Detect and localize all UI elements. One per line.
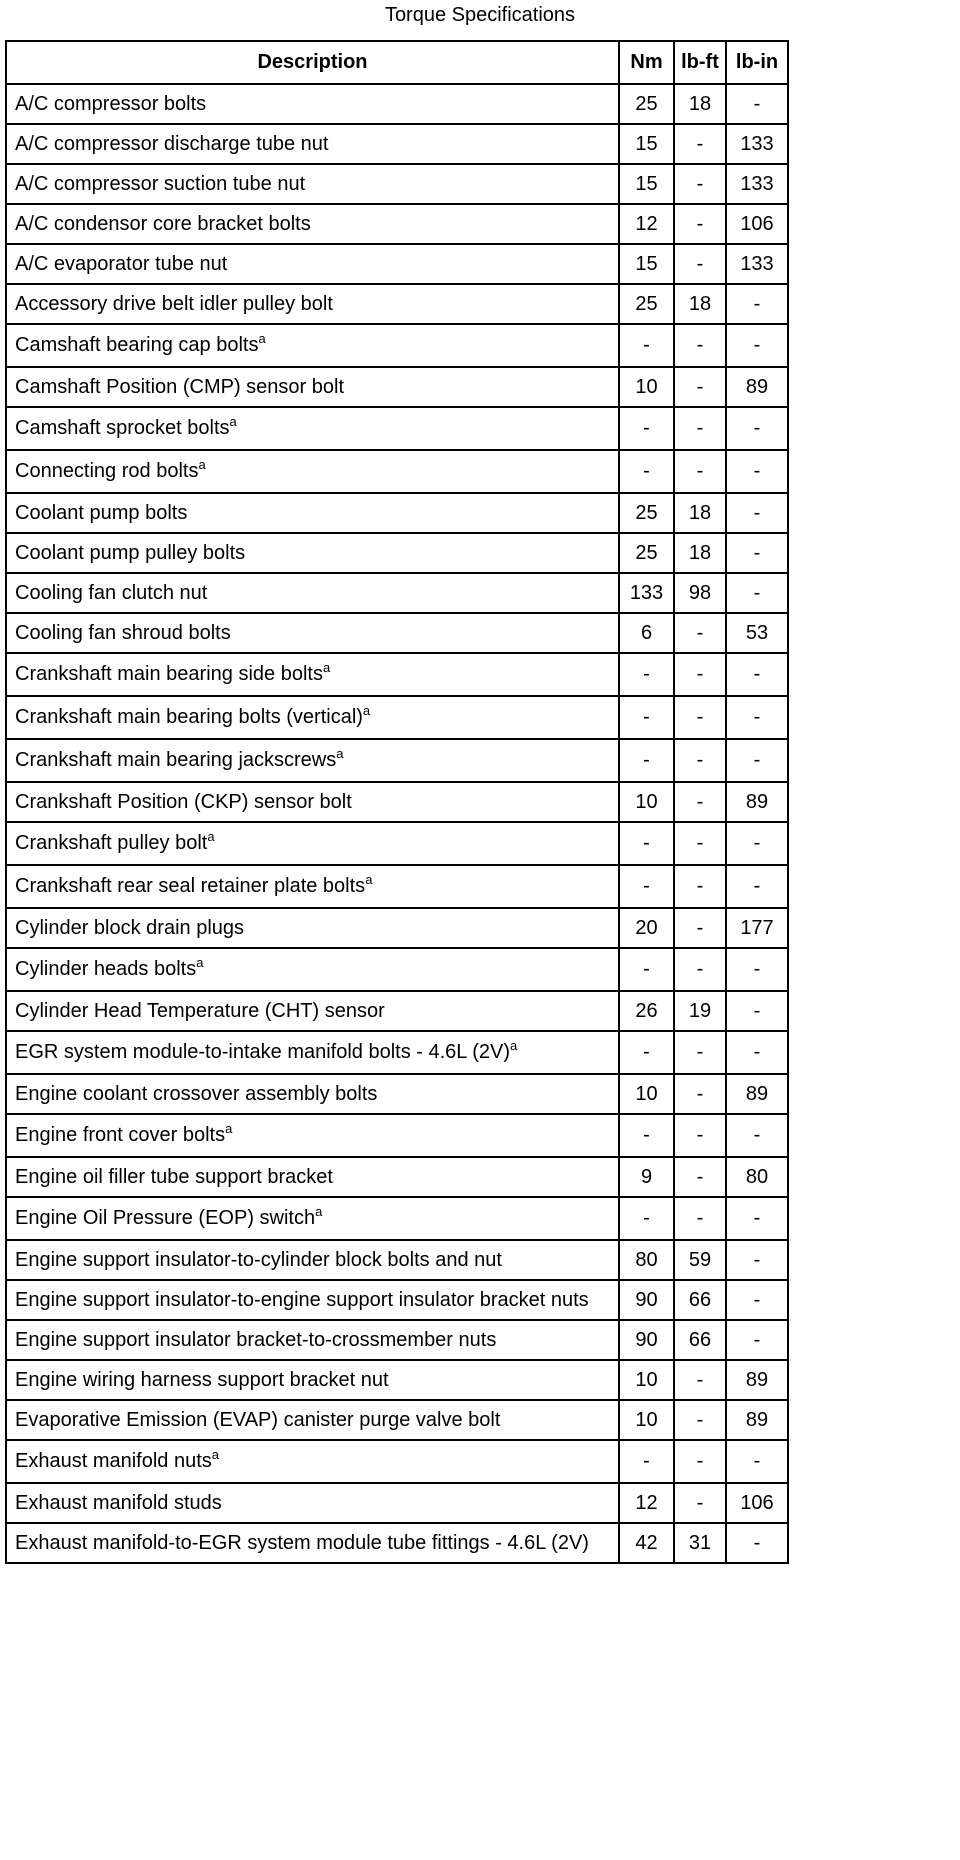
lb-ft-cell: -	[674, 865, 726, 908]
lb-in-cell: -	[726, 1440, 788, 1483]
table-row	[6, 613, 788, 653]
column-header-lb-in: lb-in	[726, 41, 788, 84]
lb-ft-cell: -	[674, 739, 726, 782]
lb-in-cell: -	[726, 653, 788, 696]
nm-cell: 15	[619, 244, 674, 284]
nm-cell: 80	[619, 1240, 674, 1280]
description-cell	[6, 739, 619, 782]
table-row	[6, 533, 788, 573]
table-row	[6, 204, 788, 244]
description-text: A/C compressor bolts	[15, 92, 207, 115]
lb-in-cell: -	[726, 84, 788, 124]
description-cell	[6, 696, 619, 739]
nm-cell: -	[619, 653, 674, 696]
nm-cell: 90	[619, 1280, 674, 1320]
lb-in-cell: 89	[726, 367, 788, 407]
description-text: Coolant pump bolts	[15, 501, 188, 524]
description-cell	[6, 1440, 619, 1483]
lb-in-cell: -	[726, 1197, 788, 1240]
description-text: Evaporative Emission (EVAP) canister purge valve bolt	[15, 1408, 501, 1431]
table-row	[6, 1523, 788, 1563]
nm-cell: -	[619, 450, 674, 493]
nm-cell: 10	[619, 1360, 674, 1400]
nm-cell: 133	[619, 573, 674, 613]
description-text: A/C compressor suction tube nut	[15, 172, 306, 195]
lb-ft-cell: 31	[674, 1523, 726, 1563]
lb-in-cell: -	[726, 493, 788, 533]
description-cell	[6, 1320, 619, 1360]
description-cell	[6, 573, 619, 613]
lb-ft-cell: 98	[674, 573, 726, 613]
lb-in-cell: -	[726, 324, 788, 367]
table-row	[6, 696, 788, 739]
lb-ft-cell: 18	[674, 84, 726, 124]
table-row	[6, 1074, 788, 1114]
footnote-marker: a	[196, 955, 204, 970]
lb-ft-cell: -	[674, 1360, 726, 1400]
lb-in-cell: -	[726, 739, 788, 782]
description-text: Cylinder Head Temperature (CHT) sensor	[15, 999, 385, 1022]
description-cell	[6, 1197, 619, 1240]
nm-cell: -	[619, 739, 674, 782]
lb-in-cell: 106	[726, 204, 788, 244]
nm-cell: 15	[619, 164, 674, 204]
description-text: Exhaust manifold-to-EGR system module tube fittings - 4.6L (2V)	[15, 1531, 589, 1554]
table-row	[6, 450, 788, 493]
description-text: Connecting rod bolts	[15, 460, 199, 482]
nm-cell: 12	[619, 1483, 674, 1523]
footnote-marker: a	[207, 829, 215, 844]
nm-cell: 25	[619, 533, 674, 573]
description-cell	[6, 1114, 619, 1157]
nm-cell: 90	[619, 1320, 674, 1360]
lb-ft-cell: 18	[674, 533, 726, 573]
description-cell	[6, 1280, 619, 1320]
description-cell	[6, 613, 619, 653]
nm-cell: -	[619, 1114, 674, 1157]
nm-cell: 10	[619, 1400, 674, 1440]
lb-in-cell: 133	[726, 124, 788, 164]
description-text: Engine support insulator-to-engine support insulator bracket nuts	[15, 1288, 589, 1311]
description-cell	[6, 84, 619, 124]
table-row	[6, 284, 788, 324]
table-row	[6, 324, 788, 367]
lb-in-cell: -	[726, 1320, 788, 1360]
description-text: A/C condensor core bracket bolts	[15, 212, 311, 235]
description-text: Engine Oil Pressure (EOP) switch	[15, 1207, 316, 1229]
table-row	[6, 948, 788, 991]
description-text: A/C compressor discharge tube nut	[15, 132, 329, 155]
lb-in-cell: 133	[726, 164, 788, 204]
description-cell	[6, 1483, 619, 1523]
lb-in-cell: -	[726, 573, 788, 613]
description-text: A/C evaporator tube nut	[15, 252, 228, 275]
description-cell	[6, 865, 619, 908]
nm-cell: 25	[619, 493, 674, 533]
footnote-marker: a	[365, 872, 373, 887]
lb-in-cell: -	[726, 1280, 788, 1320]
description-cell	[6, 407, 619, 450]
lb-ft-cell: -	[674, 367, 726, 407]
footnote-marker: a	[322, 660, 331, 675]
description-cell	[6, 450, 619, 493]
lb-ft-cell: 66	[674, 1320, 726, 1360]
lb-in-cell: -	[726, 822, 788, 865]
description-cell	[6, 1400, 619, 1440]
lb-ft-cell: -	[674, 653, 726, 696]
lb-ft-cell: -	[674, 1400, 726, 1440]
description-cell	[6, 164, 619, 204]
table-row	[6, 573, 788, 613]
lb-in-cell: -	[726, 407, 788, 450]
lb-in-cell: -	[726, 1114, 788, 1157]
lb-in-cell: -	[726, 450, 788, 493]
table-row	[6, 782, 788, 822]
column-header-description: Description	[6, 41, 619, 84]
lb-ft-cell: -	[674, 613, 726, 653]
lb-ft-cell: 18	[674, 493, 726, 533]
lb-ft-cell: -	[674, 1114, 726, 1157]
nm-cell: 10	[619, 782, 674, 822]
lb-ft-cell: -	[674, 1197, 726, 1240]
table-row	[6, 739, 788, 782]
description-text: Engine front cover bolts	[15, 1124, 226, 1146]
lb-ft-cell: -	[674, 407, 726, 450]
nm-cell: -	[619, 324, 674, 367]
description-cell	[6, 284, 619, 324]
lb-in-cell: 80	[726, 1157, 788, 1197]
lb-ft-cell: -	[674, 1483, 726, 1523]
table-row	[6, 1031, 788, 1074]
description-cell	[6, 367, 619, 407]
table-row	[6, 1360, 788, 1400]
footnote-marker: a	[229, 414, 237, 429]
lb-in-cell: 53	[726, 613, 788, 653]
table-body	[6, 84, 788, 1563]
description-cell	[6, 1074, 619, 1114]
lb-ft-cell: 66	[674, 1280, 726, 1320]
nm-cell: -	[619, 696, 674, 739]
description-text: Cylinder heads bolts	[15, 958, 197, 980]
description-cell	[6, 124, 619, 164]
lb-ft-cell: -	[674, 244, 726, 284]
table-row	[6, 991, 788, 1031]
nm-cell: 42	[619, 1523, 674, 1563]
lb-in-cell: -	[726, 865, 788, 908]
description-cell	[6, 1031, 619, 1074]
lb-ft-cell: -	[674, 124, 726, 164]
footnote-marker: a	[211, 1447, 220, 1462]
description-text: Crankshaft pulley bolt	[15, 832, 208, 854]
nm-cell: -	[619, 1440, 674, 1483]
description-text: Engine wiring harness support bracket nut	[15, 1368, 389, 1391]
nm-cell: -	[619, 407, 674, 450]
description-cell	[6, 533, 619, 573]
description-text: Cooling fan clutch nut	[15, 581, 208, 604]
table-row	[6, 1114, 788, 1157]
lb-ft-cell: -	[674, 1074, 726, 1114]
lb-ft-cell: -	[674, 1440, 726, 1483]
lb-ft-cell: -	[674, 324, 726, 367]
lb-in-cell: -	[726, 991, 788, 1031]
table-row	[6, 407, 788, 450]
lb-ft-cell: 18	[674, 284, 726, 324]
description-text: Exhaust manifold studs	[15, 1491, 222, 1514]
table-row	[6, 653, 788, 696]
nm-cell: -	[619, 1031, 674, 1074]
lb-in-cell: 89	[726, 1074, 788, 1114]
lb-in-cell: 177	[726, 908, 788, 948]
description-cell	[6, 653, 619, 696]
description-text: Crankshaft Position (CKP) sensor bolt	[15, 790, 352, 813]
description-cell	[6, 1360, 619, 1400]
lb-in-cell: 89	[726, 1360, 788, 1400]
footnote-marker: a	[225, 1121, 233, 1136]
description-text: Exhaust manifold nuts	[15, 1450, 212, 1472]
description-cell	[6, 244, 619, 284]
column-header-lb-ft: lb-ft	[674, 41, 726, 84]
lb-ft-cell: -	[674, 782, 726, 822]
description-text: Accessory drive belt idler pulley bolt	[15, 292, 333, 315]
table-row	[6, 1240, 788, 1280]
description-text: Crankshaft main bearing side bolts	[15, 663, 323, 685]
description-cell	[6, 493, 619, 533]
table-row	[6, 1400, 788, 1440]
lb-ft-cell: 59	[674, 1240, 726, 1280]
description-text: Camshaft sprocket bolts	[15, 417, 230, 439]
header-row	[6, 41, 788, 84]
nm-cell: 26	[619, 991, 674, 1031]
nm-cell: -	[619, 1197, 674, 1240]
table-row	[6, 865, 788, 908]
lb-ft-cell: -	[674, 164, 726, 204]
description-text: Camshaft Position (CMP) sensor bolt	[15, 375, 345, 398]
table-row	[6, 1157, 788, 1197]
lb-ft-cell: -	[674, 1031, 726, 1074]
lb-ft-cell: -	[674, 822, 726, 865]
description-text: Crankshaft main bearing bolts (vertical)	[15, 706, 363, 728]
description-text: Engine coolant crossover assembly bolts	[15, 1082, 378, 1105]
table-row	[6, 84, 788, 124]
description-text: Cylinder block drain plugs	[15, 916, 245, 939]
lb-ft-cell: -	[674, 948, 726, 991]
lb-in-cell: -	[726, 1240, 788, 1280]
footnote-marker: a	[510, 1038, 518, 1053]
lb-in-cell: -	[726, 1031, 788, 1074]
table-row	[6, 1320, 788, 1360]
description-cell	[6, 324, 619, 367]
description-cell	[6, 1240, 619, 1280]
table-row	[6, 493, 788, 533]
description-cell	[6, 1157, 619, 1197]
lb-in-cell: -	[726, 1523, 788, 1563]
nm-cell: 25	[619, 84, 674, 124]
description-cell	[6, 908, 619, 948]
lb-in-cell: 106	[726, 1483, 788, 1523]
description-cell	[6, 948, 619, 991]
footnote-marker: a	[198, 457, 206, 472]
footnote-marker: a	[362, 703, 371, 718]
description-text: Engine support insulator bracket-to-crossmember nuts	[15, 1328, 497, 1351]
description-text: Crankshaft main bearing jackscrews	[15, 749, 337, 771]
table-row	[6, 1440, 788, 1483]
page-title: Torque Specifications	[384, 4, 576, 26]
description-text: Engine support insulator-to-cylinder block bolts and nut	[15, 1248, 502, 1271]
torque-spec-table	[5, 40, 789, 1564]
lb-in-cell: -	[726, 948, 788, 991]
footnote-marker: a	[336, 746, 344, 761]
nm-cell: -	[619, 865, 674, 908]
lb-in-cell: 133	[726, 244, 788, 284]
nm-cell: 9	[619, 1157, 674, 1197]
nm-cell: -	[619, 948, 674, 991]
table-row	[6, 1280, 788, 1320]
footnote-marker: a	[258, 331, 266, 346]
lb-in-cell: 89	[726, 1400, 788, 1440]
lb-in-cell: 89	[726, 782, 788, 822]
lb-ft-cell: -	[674, 1157, 726, 1197]
nm-cell: 10	[619, 367, 674, 407]
table-row	[6, 822, 788, 865]
table-row	[6, 1197, 788, 1240]
nm-cell: -	[619, 822, 674, 865]
table-row	[6, 124, 788, 164]
description-text: Cooling fan shroud bolts	[15, 621, 231, 644]
table-row	[6, 244, 788, 284]
lb-ft-cell: -	[674, 908, 726, 948]
lb-in-cell: -	[726, 696, 788, 739]
nm-cell: 12	[619, 204, 674, 244]
column-header-nm: Nm	[619, 41, 674, 84]
description-text: Coolant pump pulley bolts	[15, 541, 246, 564]
nm-cell: 10	[619, 1074, 674, 1114]
table-row	[6, 1483, 788, 1523]
table-row	[6, 164, 788, 204]
lb-in-cell: -	[726, 533, 788, 573]
description-cell	[6, 822, 619, 865]
description-cell	[6, 204, 619, 244]
nm-cell: 20	[619, 908, 674, 948]
description-cell	[6, 782, 619, 822]
lb-ft-cell: -	[674, 450, 726, 493]
table-row	[6, 367, 788, 407]
table-row	[6, 908, 788, 948]
footnote-marker: a	[315, 1204, 323, 1219]
nm-cell: 25	[619, 284, 674, 324]
nm-cell: 6	[619, 613, 674, 653]
lb-in-cell: -	[726, 284, 788, 324]
description-cell	[6, 991, 619, 1031]
description-text: Crankshaft rear seal retainer plate bolts	[15, 875, 366, 897]
lb-ft-cell: -	[674, 204, 726, 244]
description-text: Camshaft bearing cap bolts	[15, 334, 259, 356]
nm-cell: 15	[619, 124, 674, 164]
description-cell	[6, 1523, 619, 1563]
lb-ft-cell: 19	[674, 991, 726, 1031]
description-text: Engine oil filler tube support bracket	[15, 1165, 333, 1188]
description-text: EGR system module-to-intake manifold bolts - 4.6L (2V)	[15, 1041, 511, 1063]
lb-ft-cell: -	[674, 696, 726, 739]
